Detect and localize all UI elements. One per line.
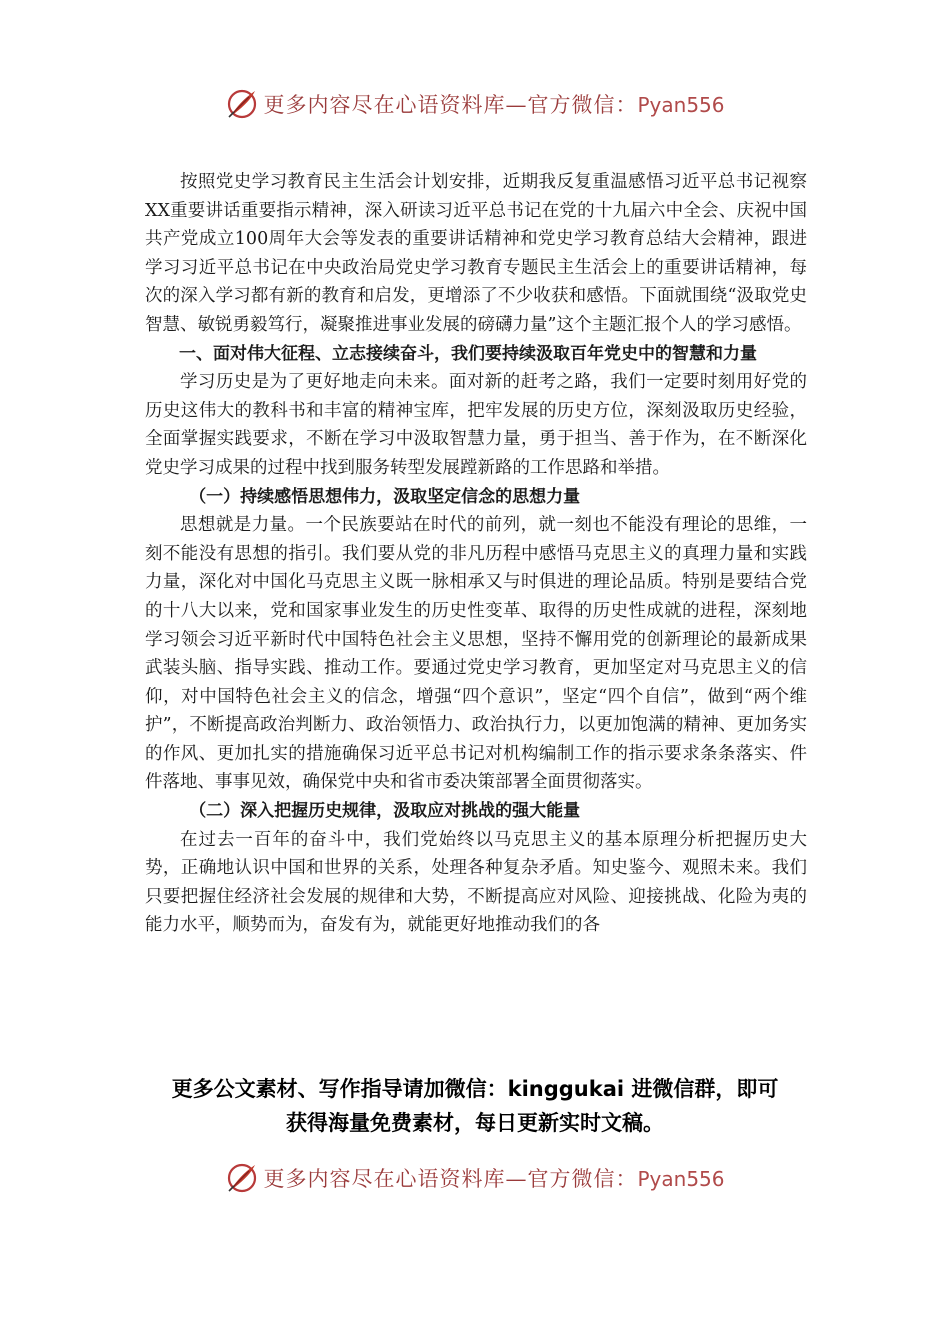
paragraph-section-1: 学习历史是为了更好地走向未来。面对新的赶考之路，我们一定要时刻用好党的历史这伟大的教科书和丰富的精神宝库，把牢发展的历史方位，深刻汲取历史经验，全面掌握实践要求，不断在学习中汲取智慧力量，勇于担当、善于作为，在不断深化党史学习成果的过程中找到服务转型发展蹚新路的工作思路和举措。: [145, 372, 807, 478]
heading-subsection-2: （二）深入把握历史规律，汲取应对挑战的强大能量: [189, 801, 581, 822]
document-body: [145, 168, 807, 1055]
paragraph-subsection-1: 思想就是力量。一个民族要站在时代的前列，就一刻也不能没有理论的思维，一刻不能没有思想的指引。我们要从党的非凡历程中感悟马克思主义的真理力量和实践力量，深化对中国化马克思主义既一脉相承又与时俱进的理论品质。特别是要结合党的十八大以来，党和国家事业发生的历史性变革、取得的历史性成就的进程，深刻地学习领会习近平新时代中国特色社会主义思想，坚持不懈用党的创新理论的最新成果武装头脑、指导实践、推动工作。要通过党史学习教育，更加坚定对马克思主义的信仰，对中国特色社会主义的信念，增强“四个意识”，坚定“四个自信”，做到“两个维护”，不断提高政治判断力、政治领悟力、政治执行力，以更加饱满的精神、更加务实的作风、更加扎实的措施确保习近平总书记对机构编制工作的指示要求条条落实、件件落地、事事见效，确保党中央和省市委决策部署全面贯彻落实。: [145, 515, 807, 793]
header-watermark-banner: [0, 84, 950, 124]
footer-watermark-banner: [0, 1158, 950, 1198]
banner-text: 更多内容尽在心语资料库—官方微信：Pyan556: [263, 93, 725, 117]
heading-section-1: 一、面对伟大征程、立志接续奋斗，我们要持续汲取百年党史中的智慧和力量: [179, 343, 757, 364]
paragraph-subsection-2: 在过去一百年的奋斗中，我们党始终以马克思主义的基本原理分析把握历史大势，正确地认识中国和世界的关系，处理各种复杂矛盾。知史鉴今、观照未来。我们只要把握住经济社会发展的规律和大势，不断提高应对风险、迎接挑战、化险为夷的能力水平，顺势而为，奋发有为，就能更好地推动我们的各: [145, 829, 807, 936]
heading-subsection-1: （一）持续感悟思想伟力，汲取坚定信念的思想力量: [189, 486, 581, 507]
quill-logo-icon: [225, 1161, 259, 1195]
quill-logo-icon: [225, 87, 259, 121]
promo-notice: [120, 1072, 830, 1140]
promo-line-1: 更多公文素材、写作指导请加微信：kinggukai 进微信群，即可: [171, 1077, 779, 1101]
banner-text: 更多内容尽在心语资料库—官方微信：Pyan556: [263, 1167, 725, 1191]
promo-line-2: 获得海量免费素材，每日更新实时文稿。: [286, 1111, 664, 1135]
paragraph-intro: 按照党史学习教育民主生活会计划安排，近期我反复重温感悟习近平总书记视察XX重要讲话重要指示精神，深入研读习近平总书记在党的十九届六中全会、庆祝中国共产党成立100周年大会等发表的重要讲话精神和党史学习教育总结大会精神，跟进学习习近平总书记在中央政治局党史学习教育专题民主生活会上的重要讲话精神，每次的深入学习都有新的教育和启发，更增添了不少收获和感悟。下面就围绕“汲取党史智慧、敏锐勇毅笃行，凝聚推进事业发展的磅礴力量”这个主题汇报个人的学习感悟。: [145, 172, 807, 335]
